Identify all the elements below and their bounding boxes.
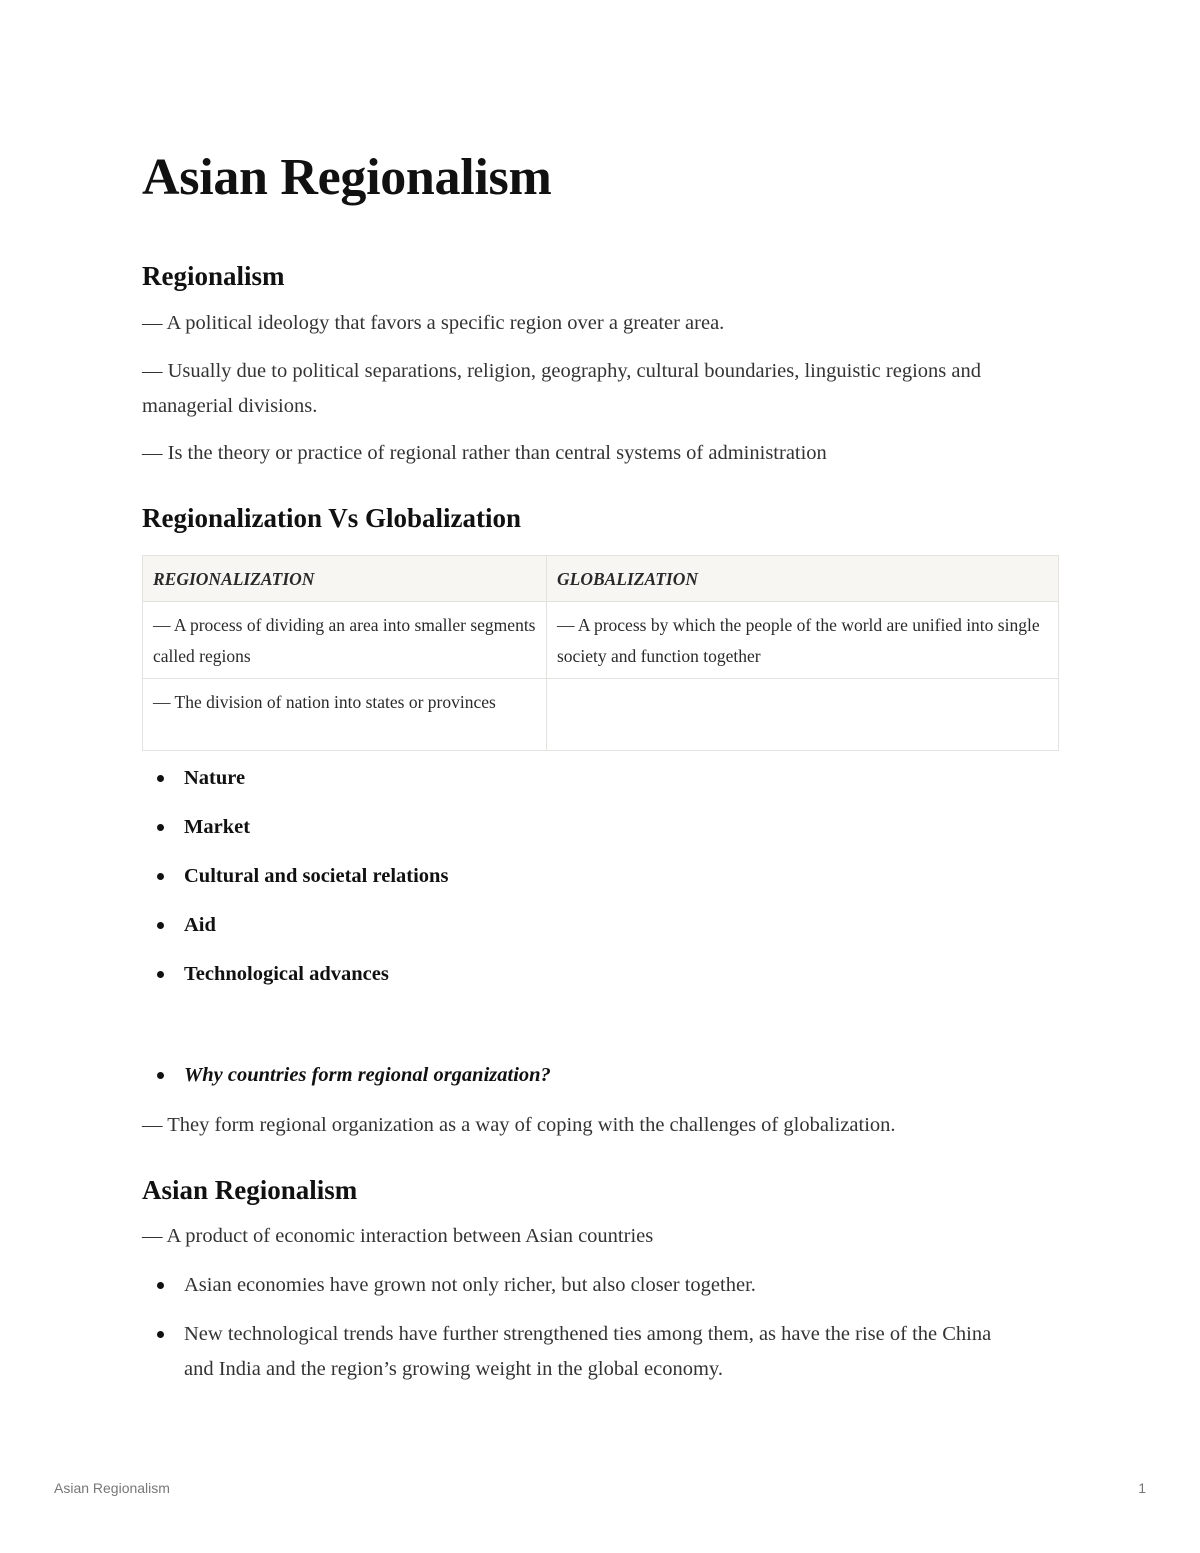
question-list bbox=[142, 1058, 1060, 1093]
comparison-table bbox=[142, 555, 1059, 751]
list-item: Aid bbox=[142, 908, 1060, 943]
heading-asian-regionalism: Asian Regionalism bbox=[142, 1175, 358, 1205]
table-cell bbox=[547, 679, 1059, 751]
footer-document-title: Asian Regionalism bbox=[54, 1480, 170, 1496]
list-item: Why countries form regional organization? bbox=[142, 1058, 1060, 1093]
heading-regionalization-vs-globalization: Regionalization Vs Globalization bbox=[142, 503, 522, 533]
bullet-dot-icon bbox=[157, 775, 164, 782]
asian-regionalism-list bbox=[142, 1268, 1060, 1387]
factor-list bbox=[142, 761, 1060, 992]
list-item: New technological trends have further strengthened ties among them, as have the rise of the China and India and the region’s growing weight in the global economy. bbox=[142, 1317, 1060, 1387]
table-cell: — A process of dividing an area into smaller segments called regions bbox=[143, 602, 547, 679]
table-row bbox=[143, 679, 1059, 751]
bullet-dot-icon bbox=[157, 873, 164, 880]
paragraph: — A product of economic interaction between Asian countries bbox=[142, 1225, 654, 1247]
paragraph: — They form regional organization as a way of coping with the challenges of globalization. bbox=[142, 1114, 896, 1136]
table-row bbox=[143, 602, 1059, 679]
bullet-dot-icon bbox=[157, 1331, 164, 1338]
list-item: Nature bbox=[142, 761, 1060, 796]
bullet-dot-icon bbox=[157, 824, 164, 831]
page-title: Asian Regionalism bbox=[142, 149, 552, 206]
paragraph: — A political ideology that favors a specific region over a greater area. bbox=[142, 312, 725, 334]
bullet-dot-icon bbox=[157, 922, 164, 929]
list-item: Market bbox=[142, 810, 1060, 845]
bullet-dot-icon bbox=[157, 1282, 164, 1289]
heading-regionalism: Regionalism bbox=[142, 261, 285, 291]
footer-page-number: 1 bbox=[1138, 1480, 1146, 1496]
bullet-dot-icon bbox=[157, 971, 164, 978]
list-item: Cultural and societal relations bbox=[142, 859, 1060, 894]
list-item: Technological advances bbox=[142, 957, 1060, 992]
list-item: Asian economies have grown not only richer, but also closer together. bbox=[142, 1268, 1060, 1303]
paragraph: — Is the theory or practice of regional rather than central systems of administration bbox=[142, 442, 827, 464]
paragraph: — Usually due to political separations, religion, geography, cultural boundaries, linguistic regions and managerial divisions. bbox=[142, 360, 981, 417]
table-cell: — The division of nation into states or provinces bbox=[143, 679, 547, 751]
table-header-cell: GLOBALIZATION bbox=[547, 556, 1059, 602]
table-header-cell: REGIONALIZATION bbox=[143, 556, 547, 602]
bullet-dot-icon bbox=[157, 1072, 164, 1079]
table-header-row bbox=[143, 556, 1059, 602]
table-cell: — A process by which the people of the world are unified into single society and function together bbox=[547, 602, 1059, 679]
